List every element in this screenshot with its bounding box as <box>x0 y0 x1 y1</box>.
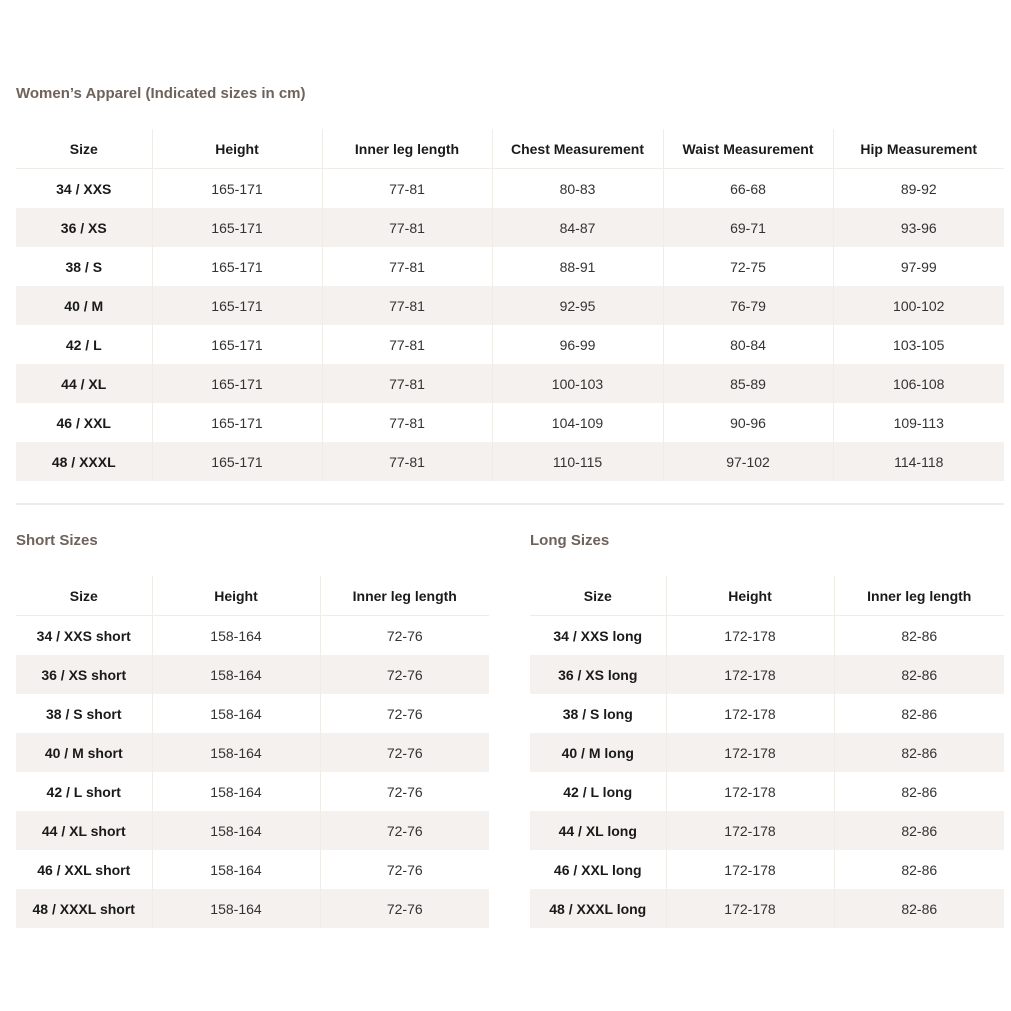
measurement-cell: 165-171 <box>152 364 322 403</box>
size-cell: 42 / L short <box>16 772 152 811</box>
measurement-cell: 82-86 <box>834 655 1004 694</box>
column-header: Waist Measurement <box>663 129 833 169</box>
measurement-cell: 72-76 <box>320 889 489 928</box>
measurement-cell: 165-171 <box>152 442 322 481</box>
measurement-cell: 72-76 <box>320 772 489 811</box>
measurement-cell: 172-178 <box>666 772 834 811</box>
size-cell: 42 / L <box>16 325 152 364</box>
size-cell: 44 / XL long <box>530 811 666 850</box>
measurement-cell: 72-76 <box>320 655 489 694</box>
column-header: Height <box>152 576 320 616</box>
column-header: Size <box>16 576 152 616</box>
measurement-cell: 158-164 <box>152 850 320 889</box>
measurement-cell: 85-89 <box>663 364 833 403</box>
measurement-cell: 172-178 <box>666 733 834 772</box>
size-cell: 34 / XXS long <box>530 616 666 656</box>
measurement-cell: 72-76 <box>320 733 489 772</box>
measurement-cell: 165-171 <box>152 403 322 442</box>
table-row <box>16 442 1004 481</box>
table-row <box>16 733 489 772</box>
table-row <box>16 286 1004 325</box>
size-cell: 38 / S <box>16 247 152 286</box>
table-row <box>530 811 1004 850</box>
table-row <box>16 403 1004 442</box>
long-size-table <box>530 576 1004 928</box>
measurement-cell: 72-76 <box>320 811 489 850</box>
measurement-cell: 77-81 <box>322 247 492 286</box>
table-row <box>530 889 1004 928</box>
measurement-cell: 84-87 <box>492 208 663 247</box>
measurement-cell: 104-109 <box>492 403 663 442</box>
size-cell: 46 / XXL <box>16 403 152 442</box>
size-cell: 46 / XXL long <box>530 850 666 889</box>
table-row <box>530 850 1004 889</box>
measurement-cell: 80-83 <box>492 169 663 209</box>
measurement-cell: 172-178 <box>666 616 834 656</box>
measurement-cell: 172-178 <box>666 811 834 850</box>
column-header: Height <box>666 576 834 616</box>
table-row <box>16 850 489 889</box>
measurement-cell: 172-178 <box>666 694 834 733</box>
size-cell: 36 / XS short <box>16 655 152 694</box>
size-cell: 36 / XS <box>16 208 152 247</box>
measurement-cell: 82-86 <box>834 850 1004 889</box>
column-header: Hip Measurement <box>833 129 1004 169</box>
table-row <box>530 772 1004 811</box>
measurement-cell: 66-68 <box>663 169 833 209</box>
measurement-cell: 114-118 <box>833 442 1004 481</box>
womens-size-table <box>16 129 1004 481</box>
womens-apparel-title: Women’s Apparel (Indicated sizes in cm) <box>16 85 306 102</box>
column-header: Size <box>16 129 152 169</box>
measurement-cell: 89-92 <box>833 169 1004 209</box>
measurement-cell: 77-81 <box>322 442 492 481</box>
column-header: Inner leg length <box>320 576 489 616</box>
size-cell: 46 / XXL short <box>16 850 152 889</box>
table-row <box>16 655 489 694</box>
size-cell: 40 / M long <box>530 733 666 772</box>
measurement-cell: 69-71 <box>663 208 833 247</box>
table-header-row <box>530 576 1004 616</box>
size-cell: 48 / XXXL <box>16 442 152 481</box>
measurement-cell: 158-164 <box>152 811 320 850</box>
column-header: Inner leg length <box>322 129 492 169</box>
table-row <box>530 616 1004 656</box>
measurement-cell: 76-79 <box>663 286 833 325</box>
short-size-table <box>16 576 489 928</box>
table-row <box>16 694 489 733</box>
column-header: Height <box>152 129 322 169</box>
size-cell: 40 / M short <box>16 733 152 772</box>
measurement-cell: 97-102 <box>663 442 833 481</box>
measurement-cell: 165-171 <box>152 247 322 286</box>
measurement-cell: 82-86 <box>834 772 1004 811</box>
size-cell: 44 / XL <box>16 364 152 403</box>
table-row <box>16 772 489 811</box>
measurement-cell: 100-102 <box>833 286 1004 325</box>
measurement-cell: 106-108 <box>833 364 1004 403</box>
measurement-cell: 80-84 <box>663 325 833 364</box>
measurement-cell: 90-96 <box>663 403 833 442</box>
measurement-cell: 165-171 <box>152 286 322 325</box>
column-header: Chest Measurement <box>492 129 663 169</box>
measurement-cell: 158-164 <box>152 889 320 928</box>
measurement-cell: 158-164 <box>152 733 320 772</box>
section-divider <box>16 503 1004 505</box>
size-cell: 48 / XXXL long <box>530 889 666 928</box>
long-sizes-title: Long Sizes <box>530 532 610 549</box>
measurement-cell: 72-76 <box>320 616 489 656</box>
measurement-cell: 77-81 <box>322 403 492 442</box>
measurement-cell: 77-81 <box>322 286 492 325</box>
size-cell: 38 / S short <box>16 694 152 733</box>
measurement-cell: 82-86 <box>834 694 1004 733</box>
size-cell: 36 / XS long <box>530 655 666 694</box>
size-cell: 34 / XXS short <box>16 616 152 656</box>
size-cell: 38 / S long <box>530 694 666 733</box>
measurement-cell: 97-99 <box>833 247 1004 286</box>
column-header: Inner leg length <box>834 576 1004 616</box>
measurement-cell: 165-171 <box>152 208 322 247</box>
measurement-cell: 158-164 <box>152 694 320 733</box>
table-row <box>16 811 489 850</box>
measurement-cell: 172-178 <box>666 850 834 889</box>
measurement-cell: 82-86 <box>834 889 1004 928</box>
size-cell: 34 / XXS <box>16 169 152 209</box>
table-row <box>16 616 489 656</box>
measurement-cell: 158-164 <box>152 616 320 656</box>
measurement-cell: 109-113 <box>833 403 1004 442</box>
measurement-cell: 100-103 <box>492 364 663 403</box>
table-row <box>530 694 1004 733</box>
short-sizes-title: Short Sizes <box>16 532 98 549</box>
size-cell: 48 / XXXL short <box>16 889 152 928</box>
table-row <box>16 247 1004 286</box>
measurement-cell: 72-75 <box>663 247 833 286</box>
measurement-cell: 82-86 <box>834 811 1004 850</box>
measurement-cell: 77-81 <box>322 208 492 247</box>
size-cell: 42 / L long <box>530 772 666 811</box>
table-row <box>16 889 489 928</box>
column-header: Size <box>530 576 666 616</box>
measurement-cell: 72-76 <box>320 694 489 733</box>
measurement-cell: 77-81 <box>322 325 492 364</box>
measurement-cell: 96-99 <box>492 325 663 364</box>
table-row <box>530 733 1004 772</box>
table-row <box>16 364 1004 403</box>
table-row <box>16 169 1004 209</box>
measurement-cell: 165-171 <box>152 169 322 209</box>
table-row <box>530 655 1004 694</box>
measurement-cell: 88-91 <box>492 247 663 286</box>
measurement-cell: 72-76 <box>320 850 489 889</box>
measurement-cell: 103-105 <box>833 325 1004 364</box>
measurement-cell: 93-96 <box>833 208 1004 247</box>
table-row <box>16 325 1004 364</box>
measurement-cell: 158-164 <box>152 772 320 811</box>
measurement-cell: 172-178 <box>666 655 834 694</box>
measurement-cell: 165-171 <box>152 325 322 364</box>
measurement-cell: 92-95 <box>492 286 663 325</box>
table-row <box>16 208 1004 247</box>
measurement-cell: 77-81 <box>322 169 492 209</box>
table-header-row <box>16 129 1004 169</box>
measurement-cell: 82-86 <box>834 616 1004 656</box>
measurement-cell: 77-81 <box>322 364 492 403</box>
size-cell: 40 / M <box>16 286 152 325</box>
measurement-cell: 172-178 <box>666 889 834 928</box>
measurement-cell: 110-115 <box>492 442 663 481</box>
measurement-cell: 82-86 <box>834 733 1004 772</box>
measurement-cell: 158-164 <box>152 655 320 694</box>
size-cell: 44 / XL short <box>16 811 152 850</box>
table-header-row <box>16 576 489 616</box>
